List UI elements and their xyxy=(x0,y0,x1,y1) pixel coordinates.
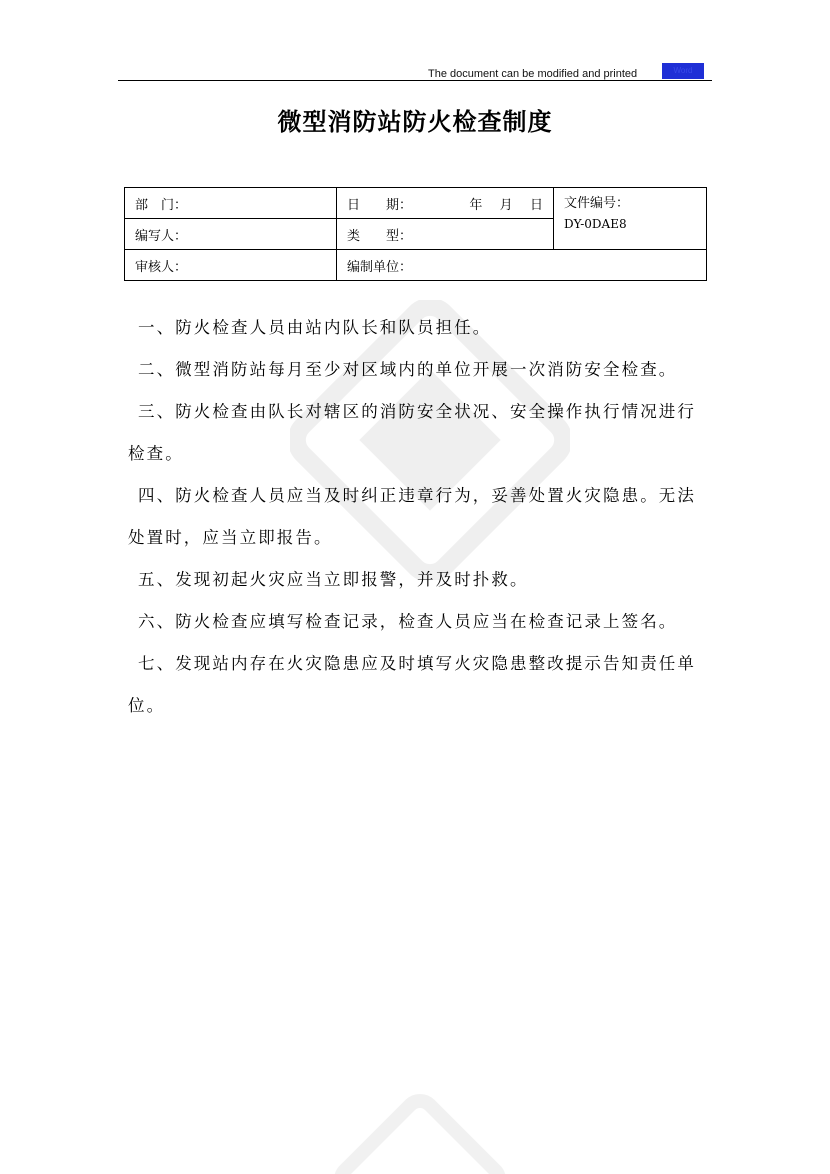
paragraph-5: 五、发现初起火灾应当立即报警，并及时扑救。 xyxy=(138,570,529,589)
document-body xyxy=(128,307,708,727)
header-badge: Word xyxy=(662,63,704,79)
header-note: The document can be modified and printed xyxy=(428,68,638,80)
department-cell xyxy=(125,188,337,219)
paragraph-1: 一、防火检查人员由站内队长和队员担任。 xyxy=(138,318,492,337)
doc-number-label: 文件编号： xyxy=(564,196,630,211)
date-cell xyxy=(337,188,554,219)
doc-number-cell xyxy=(554,188,707,250)
type-cell xyxy=(337,219,554,250)
info-table xyxy=(124,187,707,281)
reviewer-cell xyxy=(125,250,337,281)
date-label: 日 期： xyxy=(347,197,413,213)
unit-cell xyxy=(337,250,707,281)
paragraph-6: 六、防火检查应填写检查记录，检查人员应当在检查记录上签名。 xyxy=(138,612,678,631)
author-label: 编写人： xyxy=(135,228,188,244)
header-divider xyxy=(118,80,712,81)
paragraph-4: 四、防火检查人员应当及时纠正违章行为，妥善处置火灾隐患。无法处置时，应当立即报告。 xyxy=(128,486,696,547)
doc-number-value: DY-0DAE8 xyxy=(564,217,627,231)
author-cell xyxy=(125,219,337,250)
department-label: 部 门： xyxy=(135,197,188,213)
unit-label: 编制单位： xyxy=(347,259,413,275)
date-month: 月 xyxy=(499,197,513,213)
watermark-logo-bottom xyxy=(320,1080,520,1174)
date-day: 日 xyxy=(529,197,543,213)
type-label: 类 型： xyxy=(347,228,413,244)
date-year: 年 xyxy=(469,197,483,213)
reviewer-label: 审核人： xyxy=(135,259,188,275)
paragraph-7: 七、发现站内存在火灾隐患应及时填写火灾隐患整改提示告知责任单位。 xyxy=(128,654,696,715)
paragraph-2: 二、微型消防站每月至少对区域内的单位开展一次消防安全检查。 xyxy=(138,360,678,379)
paragraph-3: 三、防火检查由队长对辖区的消防安全状况、安全操作执行情况进行检查。 xyxy=(128,402,696,463)
document-title: 微型消防站防火检查制度 xyxy=(277,108,553,136)
